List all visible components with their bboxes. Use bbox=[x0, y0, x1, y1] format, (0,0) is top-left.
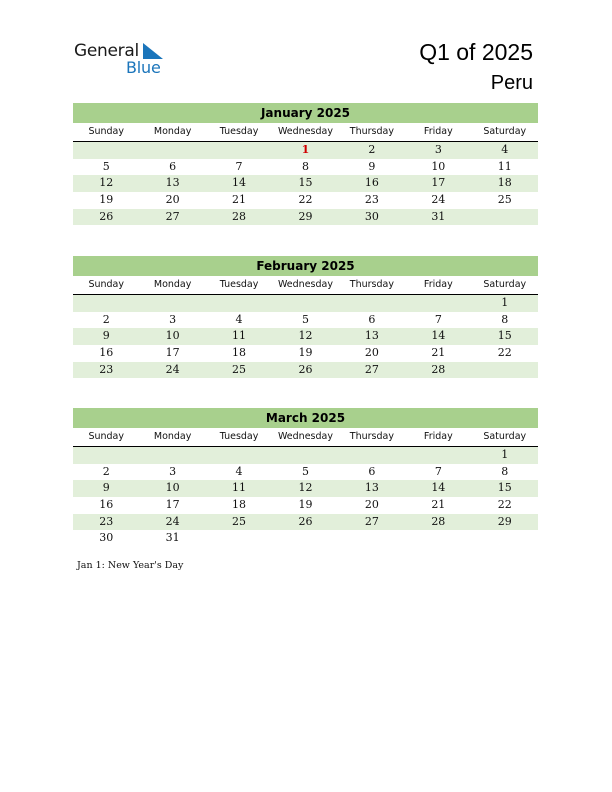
day-cell: 3 bbox=[434, 143, 442, 156]
day-cell: 7 bbox=[235, 159, 243, 173]
week-row bbox=[73, 497, 538, 514]
weekday-label: Friday bbox=[423, 126, 453, 137]
day-cell bbox=[472, 362, 538, 379]
day-cell: 24 bbox=[165, 362, 180, 376]
holiday-notes bbox=[77, 560, 183, 571]
day-cell: 21 bbox=[431, 498, 446, 512]
day-cell: 6 bbox=[169, 159, 177, 173]
day-cell: 16 bbox=[364, 176, 379, 190]
day-cell: 28 bbox=[232, 209, 247, 223]
generalblue-logo bbox=[74, 41, 174, 81]
logo-word-general: General bbox=[74, 41, 139, 61]
day-cell: 23 bbox=[364, 193, 379, 207]
day-cell: 1 bbox=[501, 296, 509, 309]
day-cell bbox=[206, 142, 272, 159]
day-cell: 22 bbox=[497, 498, 512, 512]
day-cell: 21 bbox=[232, 193, 247, 207]
weekday-label: Friday bbox=[423, 431, 453, 442]
day-cell: 28 bbox=[431, 514, 446, 528]
day-cell: 2 bbox=[102, 464, 110, 478]
day-cell: 5 bbox=[301, 312, 309, 326]
weekday-label: Wednesday bbox=[277, 126, 333, 137]
logo-word-blue: Blue bbox=[126, 58, 161, 77]
day-cell: 12 bbox=[99, 176, 114, 190]
weekday-label: Sunday bbox=[88, 431, 124, 442]
month-march bbox=[73, 408, 538, 547]
weekday-header-row bbox=[73, 428, 538, 447]
weekday-label: Tuesday bbox=[219, 126, 259, 137]
week-row bbox=[73, 159, 538, 176]
day-cell: 20 bbox=[165, 193, 180, 207]
day-cell bbox=[405, 530, 471, 547]
week-row bbox=[73, 192, 538, 209]
day-cell: 14 bbox=[232, 176, 247, 190]
day-cell: 6 bbox=[368, 312, 376, 326]
day-cell bbox=[272, 447, 338, 464]
day-cell: 8 bbox=[501, 464, 509, 478]
weekday-label: Saturday bbox=[483, 279, 527, 290]
day-cell: 27 bbox=[364, 362, 379, 376]
day-cell: 23 bbox=[99, 362, 114, 376]
weekday-label: Monday bbox=[153, 279, 192, 290]
day-cell: 31 bbox=[431, 209, 446, 223]
day-cell: 14 bbox=[431, 329, 446, 343]
day-cell: 28 bbox=[431, 362, 446, 376]
day-cell: 26 bbox=[298, 514, 313, 528]
day-cell bbox=[73, 295, 139, 312]
weekday-header-row bbox=[73, 123, 538, 142]
week-row bbox=[73, 175, 538, 192]
day-cell: 5 bbox=[102, 159, 110, 173]
day-cell: 18 bbox=[497, 176, 512, 190]
day-cell: 24 bbox=[165, 514, 180, 528]
weekday-label: Sunday bbox=[88, 126, 124, 137]
day-cell bbox=[206, 530, 272, 547]
weekday-label: Tuesday bbox=[219, 279, 259, 290]
day-cell: 22 bbox=[497, 346, 512, 360]
day-cell: 30 bbox=[99, 531, 114, 545]
day-cell bbox=[206, 447, 272, 464]
week-row bbox=[73, 514, 538, 531]
day-cell: 13 bbox=[165, 176, 180, 190]
day-cell: 23 bbox=[99, 514, 114, 528]
day-cell: 26 bbox=[298, 362, 313, 376]
title-block bbox=[419, 37, 533, 97]
day-cell: 15 bbox=[497, 329, 512, 343]
week-row bbox=[73, 480, 538, 497]
weekday-label: Monday bbox=[153, 431, 192, 442]
day-cell bbox=[339, 447, 405, 464]
day-cell: 16 bbox=[99, 498, 114, 512]
day-cell: 17 bbox=[431, 176, 446, 190]
day-cell: 11 bbox=[497, 159, 512, 173]
day-cell: 19 bbox=[99, 193, 114, 207]
day-cell: 20 bbox=[364, 498, 379, 512]
day-cell bbox=[73, 142, 139, 159]
day-cell: 9 bbox=[102, 481, 110, 495]
day-cell: 11 bbox=[232, 329, 247, 343]
day-cell: 27 bbox=[165, 209, 180, 223]
day-cell: 9 bbox=[102, 329, 110, 343]
day-cell: 12 bbox=[298, 481, 313, 495]
weekday-header-row bbox=[73, 276, 538, 295]
holiday-day-cell: 1 bbox=[301, 143, 310, 156]
day-cell: 10 bbox=[165, 481, 180, 495]
month-title: February 2025 bbox=[73, 256, 538, 276]
day-cell: 9 bbox=[368, 159, 376, 173]
day-cell: 1 bbox=[501, 448, 509, 461]
week-row bbox=[73, 530, 538, 547]
day-cell: 4 bbox=[235, 312, 243, 326]
week-row bbox=[73, 464, 538, 481]
day-cell: 22 bbox=[298, 193, 313, 207]
day-cell bbox=[405, 295, 471, 312]
holiday-note: Jan 1: New Year's Day bbox=[77, 560, 184, 571]
day-cell: 29 bbox=[497, 514, 512, 528]
weekday-label: Friday bbox=[423, 279, 453, 290]
day-cell: 7 bbox=[434, 312, 442, 326]
week-row bbox=[73, 295, 538, 312]
month-february bbox=[73, 256, 538, 378]
day-cell bbox=[139, 295, 205, 312]
day-cell: 27 bbox=[364, 514, 379, 528]
day-cell bbox=[139, 142, 205, 159]
day-cell: 2 bbox=[102, 312, 110, 326]
day-cell: 18 bbox=[232, 346, 247, 360]
day-cell: 4 bbox=[501, 143, 509, 156]
day-cell: 6 bbox=[368, 464, 376, 478]
month-title: January 2025 bbox=[73, 103, 538, 123]
month-title: March 2025 bbox=[73, 408, 538, 428]
day-cell: 10 bbox=[165, 329, 180, 343]
day-cell bbox=[73, 447, 139, 464]
week-row bbox=[73, 345, 538, 362]
week-row bbox=[73, 362, 538, 379]
day-cell: 19 bbox=[298, 498, 313, 512]
day-cell: 12 bbox=[298, 329, 313, 343]
weekday-label: Sunday bbox=[88, 279, 124, 290]
day-cell: 4 bbox=[235, 464, 243, 478]
weekday-label: Tuesday bbox=[219, 431, 259, 442]
day-cell: 25 bbox=[232, 514, 247, 528]
day-cell: 13 bbox=[364, 481, 379, 495]
day-cell: 29 bbox=[298, 209, 313, 223]
day-cell: 3 bbox=[169, 312, 177, 326]
day-cell: 10 bbox=[431, 159, 446, 173]
day-cell: 8 bbox=[301, 159, 309, 173]
weekday-label: Wednesday bbox=[277, 279, 333, 290]
day-cell: 25 bbox=[497, 193, 512, 207]
weekday-label: Saturday bbox=[483, 126, 527, 137]
day-cell: 17 bbox=[165, 498, 180, 512]
week-row bbox=[73, 328, 538, 345]
page-subtitle: Peru bbox=[490, 72, 533, 94]
day-cell bbox=[472, 530, 538, 547]
day-cell: 20 bbox=[364, 346, 379, 360]
day-cell: 18 bbox=[232, 498, 247, 512]
month-january bbox=[73, 103, 538, 225]
day-cell: 3 bbox=[169, 464, 177, 478]
week-row bbox=[73, 142, 538, 159]
day-cell: 24 bbox=[431, 193, 446, 207]
day-cell bbox=[339, 295, 405, 312]
page-title: Q1 of 2025 bbox=[419, 39, 533, 65]
day-cell: 31 bbox=[165, 531, 180, 545]
day-cell bbox=[272, 530, 338, 547]
week-row bbox=[73, 312, 538, 329]
week-row bbox=[73, 447, 538, 464]
day-cell: 15 bbox=[298, 176, 313, 190]
day-cell: 17 bbox=[165, 346, 180, 360]
day-cell: 15 bbox=[497, 481, 512, 495]
day-cell bbox=[472, 209, 538, 226]
day-cell: 25 bbox=[232, 362, 247, 376]
day-cell: 2 bbox=[368, 143, 376, 156]
day-cell: 16 bbox=[99, 346, 114, 360]
day-cell: 21 bbox=[431, 346, 446, 360]
day-cell: 11 bbox=[232, 481, 247, 495]
weekday-label: Thursday bbox=[349, 431, 394, 442]
day-cell: 7 bbox=[434, 464, 442, 478]
day-cell bbox=[139, 447, 205, 464]
day-cell: 19 bbox=[298, 346, 313, 360]
day-cell: 30 bbox=[364, 209, 379, 223]
week-row bbox=[73, 209, 538, 226]
weekday-label: Saturday bbox=[483, 431, 527, 442]
weekday-label: Monday bbox=[153, 126, 192, 137]
day-cell: 26 bbox=[99, 209, 114, 223]
day-cell bbox=[339, 530, 405, 547]
weekday-label: Wednesday bbox=[277, 431, 333, 442]
weekday-label: Thursday bbox=[349, 126, 394, 137]
day-cell: 5 bbox=[301, 464, 309, 478]
weekday-label: Thursday bbox=[349, 279, 394, 290]
day-cell bbox=[206, 295, 272, 312]
day-cell bbox=[272, 295, 338, 312]
day-cell bbox=[405, 447, 471, 464]
day-cell: 14 bbox=[431, 481, 446, 495]
day-cell: 13 bbox=[364, 329, 379, 343]
day-cell: 8 bbox=[501, 312, 509, 326]
